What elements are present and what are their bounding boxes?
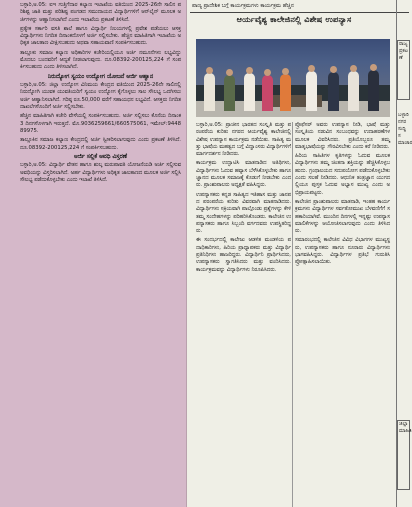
person-head (282, 68, 289, 75)
person-head (264, 69, 271, 76)
person-figure (328, 72, 339, 111)
article-body (196, 122, 390, 507)
left-paragraph: ಪ್ರತ್ಯೇಕ ಸರ್ಕಾರಿ ವಸತಿ ಶಾಲೆ ಹಾಗೂ ವಿದ್ಯಾರ್ಥಿ ನಿಲಯಗಳಲ್ಲಿ ಪ್ರವೇಶ ಪಡೆಯಲು ಆಸಕ್ತ ವಿದ್ಯಾರ್ಥಿಗಳು ನಿಗದಿತ ದಿನಾಂಕದೊಳಗೆ ಅರ್ಜಿ ಸಲ್ಲಿಸಬೇಕು. ಹೆಚ್ಚಿನ ಮಾಹಿತಿಗಾಗಿ ಇಲಾಖೆಯ ಅಧಿಕೃತ ಜಾಲತಾಣ ವೀಕ್ಷಿಸಬಹುದು ಅಥವಾ ಸಹಾಯವಾಣಿ ಸಂಪರ್ಕಿಸಬಹುದು. (20, 25, 181, 47)
left-paragraph: ಹೆಚ್ಚಿನ ಮಾಹಿತಿಗಾಗಿ ಕಚೇರಿ ವೇಳೆಯಲ್ಲಿ ಸಂಪರ್ಕಿಸಬಹುದು. ಅರ್ಜಿ ಸಲ್ಲಿಸಲು ಕೊನೆಯ ದಿನಾಂಕ 3 ದಿನಗಳೊಳಗಾಗಿ ಇರುತ್ತದೆ. ಮೊ.9036259661/660575061, ಇಮೇಲ್:944889975. (20, 113, 181, 134)
right-news-section (190, 0, 412, 507)
person-figure (244, 73, 255, 111)
article-column (196, 122, 291, 507)
left-subheading: ನಿರುದ್ಯೋಗ ಸ್ವಯಂ ಉದ್ಯೋಗ ಯೋಜನೆ ಅರ್ಜಿ ಆಹ್ವಾನ (47, 73, 154, 80)
person-figure (204, 73, 215, 111)
article-paragraph: ಕಾರ್ಯಕ್ರಮ ಉದ್ಘಾಟಿಸಿ ಮಾತನಾಡಿದ ಅತಿಥಿಗಳು, ವಿದ್ಯಾರ್ಥಿಗಳು ಓದುವ ಹವ್ಯಾಸ ಬೆಳೆಸಿಕೊಳ್ಳಬೇಕು ಹಾಗೂ ಜ್ಞಾನದ ಮೂಲಕ ಸಮಾಜಕ್ಕೆ ಕೊಡುಗೆ ನೀಡಬೇಕು ಎಂದರು. ಪ್ರಾಂಶುಪಾಲರು ಅಧ್ಯಕ್ಷತೆ ವಹಿಸಿದ್ದರು. (196, 160, 291, 189)
person-head (206, 67, 213, 74)
event-photo (196, 39, 390, 117)
person-head (330, 66, 337, 73)
person-head (246, 67, 253, 74)
left-news-column (0, 0, 187, 507)
article-paragraph: ಬಳ್ಳಾರಿ,ಅ.05: ಪ್ರಾಚೀನ ಭಾರತದ ಸಂಸ್ಕೃತಿ ಮತ್ತು ಪರಂಪರೆಯ ಕುರಿತು ನಗರದ ಆರ್ಯವೈಶ್ಯ ಕಾಲೇಜಿನಲ್ಲಿ ವಿಶೇಷ ಉಪನ್ಯಾಸ ಕಾರ್ಯಕ್ರಮ ನಡೆಯಿತು. ಸಾಹಿತ್ಯ ಮತ್ತು ಭಾಷೆಯ ಮಹತ್ವದ ಬಗ್ಗೆ ವಿದ್ವಾಂಸರು ವಿದ್ಯಾರ್ಥಿಗಳಿಗೆ ಮಾರ್ಗದರ್ಶನ ನೀಡಿದರು. (196, 122, 291, 158)
article-paragraph: ಪ್ರೊಫೆಸರ್ ಅವರು ಉಪನ್ಯಾಸ ನೀಡಿ, ಭಾಷೆ ಮತ್ತು ಸಂಸ್ಕೃತಿಯ ನಡುವಿನ ಸಂಬಂಧವನ್ನು ಉದಾಹರಣೆಗಳ ಮೂಲಕ ವಿವರಿಸಿದರು. ಪ್ರತಿಯೊಬ್ಬರೂ ತಮ್ಮ ಮಾತೃಭಾಷೆಯನ್ನು ಗೌರವಿಸಬೇಕು ಎಂದು ಕರೆ ನೀಡಿದರು. (295, 122, 390, 150)
article-paragraph: ಸಮಾರಂಭದಲ್ಲಿ ಕಾಲೇಜಿನ ವಿವಿಧ ವಿಭಾಗಗಳ ಮುಖ್ಯಸ್ಥರು, ಉಪನ್ಯಾಸಕರು ಹಾಗೂ ನೂರಾರು ವಿದ್ಯಾರ್ಥಿಗಳು ಭಾಗವಹಿಸಿದ್ದರು. ವಿದ್ಯಾರ್ಥಿಗಳ ಪ್ರತಿಭೆ ಗುರುತಿಸಿ ಪ್ರೋತ್ಸಾಹಿಸಲಾಯಿತು. (295, 237, 390, 266)
edge-box (397, 40, 410, 100)
person-figure (280, 74, 291, 111)
person-figure (262, 75, 273, 111)
edge-text: ಬಳ್ಳಾರಿ ನಗರ ಸುದ್ದಿ ಸಮಾಚಾರ (398, 112, 412, 146)
left-paragraph: ಬಳ್ಳಾರಿ,ಅ.05: ಜಿಲ್ಲಾ ಉದ್ಯೋಗ ವಿನಿಮಯ ಕೇಂದ್ರದ ವತಿಯಿಂದ 2025-26ನೇ ಸಾಲಿನಲ್ಲಿ ನಿರುದ್ಯೋಗಿ ಯುವಕ ಯುವತಿಯರಿಗೆ ಸ್ವಯಂ ಉದ್ಯೋಗ ಕೈಗೊಳ್ಳಲು ಸಾಲ ಸೌಲಭ್ಯ ಒದಗಿಸಲು ಅರ್ಜಿ ಆಹ್ವಾನಿಸಲಾಗಿದೆ. ಗರಿಷ್ಠ ರೂ.50,000 ವರೆಗೆ ಸಹಾಯಧನ ಲಭ್ಯವಿದೆ. ಆಸಕ್ತರು ನಿಗದಿತ ದಾಖಲೆಗಳೊಂದಿಗೆ ಅರ್ಜಿ ಸಲ್ಲಿಸಬೇಕು. (20, 82, 181, 111)
left-paragraph: ಬಳ್ಳಾರಿ,ಅ.05: ಐಇ ಗುತ್ತಿಗೆದಾರ ಕಲ್ಯಾಣ ಇಲಾಖೆಯ ವತಿಯಿಂದ 2025-26ನೇ ಸಾಲಿನ ಪರಿಶಿಷ್ಟ ಜಾತಿ ಮತ್ತು ಪರಿಶಿಷ್ಟ ಪಂಗಡದ ಸಮುದಾಯದ ವಿದ್ಯಾರ್ಥಿಗಳಿಗೆ ಆನ್‌ಲೈನ್ ಮೂಲಕ ಅರ್ಜಿಗಳನ್ನು ಆಹ್ವಾನಿಸಲಾಗಿದೆ ಎಂದು ಇಲಾಖೆಯ ಪ್ರಕಟಣೆ ತಿಳಿಸಿದೆ. (20, 2, 181, 23)
left-paragraph: ತಾಲ್ಲೂಕಿನ ಸಮಾಜ ಕಲ್ಯಾಣ ಕೇಂದ್ರದಲ್ಲಿ ಅರ್ಜಿ ಸ್ವೀಕರಿಸಲಾಗುವುದು ಎಂದು ಪ್ರಕಟಣೆ ತಿಳಿಸಿದೆ. ದೂ.08392-200125,224 ಗೆ ಸಂಪರ್ಕಿಸಬಹುದು. (20, 137, 181, 151)
person-figure (306, 71, 317, 111)
person-figure (348, 71, 359, 111)
person-head (308, 65, 315, 72)
person-head (226, 69, 233, 76)
person-head (370, 64, 377, 71)
person-figure (224, 75, 235, 111)
edge-box (397, 420, 410, 490)
left-subheading: ಅರ್ಜಿ ಸಲ್ಲಿಕೆ ಅವಧಿ ವಿಸ್ತರಣೆ (74, 153, 127, 160)
adjacent-column-edge (396, 0, 410, 507)
article-paragraph: ಉಪನ್ಯಾಸಕರು ಕನ್ನಡ ಸಾಹಿತ್ಯದ ಇತಿಹಾಸ ಮತ್ತು ಜಾನಪದ ಪರಂಪರೆಯ ಕುರಿತು ವಿವರವಾಗಿ ಮಾತನಾಡಿದರು. ವಿದ್ಯಾರ್ಥಿಗಳು ಸಕ್ರಿಯವಾಗಿ ಪಾಲ್ಗೊಂಡು ಪ್ರಶ್ನೆಗಳನ್ನು ಕೇಳಿ ತಮ್ಮ ಸಂದೇಹಗಳನ್ನು ಪರಿಹರಿಸಿಕೊಂಡರು. ಕಾಲೇಜಿನ ಉಪನ್ಯಾಸಕರು ಹಾಗೂ ಸಿಬ್ಬಂದಿ ವರ್ಗದವರು ಉಪಸ್ಥಿತರಿದ್ದರು. (196, 191, 291, 235)
left-paragraph: ಬಳ್ಳಾರಿ,ಅ.05: ವಿದ್ಯಾರ್ಥಿ ವೇತನ ಹಾಗೂ ಶುಲ್ಕ ಮರುಪಾವತಿ ಯೋಜನೆಯಡಿ ಅರ್ಜಿ ಸಲ್ಲಿಸುವ ಅವಧಿಯನ್ನು ವಿಸ್ತರಿಸಲಾಗಿದೆ. ಅರ್ಹ ವಿದ್ಯಾರ್ಥಿಗಳು ಅಧಿಕೃತ ಜಾಲತಾಣದ ಮೂಲಕ ಅರ್ಜಿ ಸಲ್ಲಿಸಿ ಸೌಲಭ್ಯ ಪಡೆದುಕೊಳ್ಳಬೇಕು ಎಂದು ಇಲಾಖೆ ತಿಳಿಸಿದೆ. (20, 162, 181, 183)
article-paragraph: ಈ ಸಂದರ್ಭದಲ್ಲಿ ಕಾಲೇಜು ಆಡಳಿತ ಮಂಡಳಿಯ ಪದಾಧಿಕಾರಿಗಳು, ಹಿರಿಯ ಪ್ರಾಧ್ಯಾಪಕರು ಮತ್ತು ವಿದ್ಯಾರ್ಥಿ ಪ್ರತಿನಿಧಿಗಳು ಹಾಜರಿದ್ದರು. ವಿದ್ಯಾರ್ಥಿನಿ ಪ್ರಾರ್ಥಿಸಿದರು, ಉಪನ್ಯಾಸಕರು ಸ್ವಾಗತಿಸಿದರು ಮತ್ತು ವಂದಿಸಿದರು. ಕಾರ್ಯಕ್ರಮವನ್ನು ವಿದ್ಯಾರ್ಥಿಗಳು ನಿರೂಪಿಸಿದರು. (196, 237, 291, 273)
person-head (350, 65, 357, 72)
left-paragraph: ತಾಲ್ಲೂಕು ಸಮಾಜ ಕಲ್ಯಾಣ ಅಧಿಕಾರಿಗಳ ಕಚೇರಿಯಲ್ಲಿಯೂ ಅರ್ಜಿ ನಮೂನೆಗಳು ಲಭ್ಯವಿದ್ದು ಮೊದಲು ಬಂದವರಿಗೆ ಆದ್ಯತೆ ನೀಡಲಾಗುವುದು. ದೂ.08392-200125,224 ಗೆ ಸಂಪರ್ಕಿಸಬಹುದು ಎಂದು ತಿಳಿಸಲಾಗಿದೆ. (20, 49, 181, 71)
article-headline: ಆರ್ಯವೈಶ್ಯ ಕಾಲೇಜಿನಲ್ಲಿ ವಿಶೇಷ ಉಪನ್ಯಾಸ (236, 15, 352, 24)
edge-text: ಜಿಲ್ಲಾ ಮಾಹಿತಿ (399, 421, 412, 434)
person-figure (368, 70, 379, 111)
edge-text: ರಾಜ್ಯ ಪ್ರಕಟಣೆ (399, 41, 408, 61)
divider (190, 12, 409, 13)
article-paragraph: ಹಿರಿಯ ಸಾಹಿತಿಗಳ ಕೃತಿಗಳನ್ನು ಓದುವ ಮೂಲಕ ವಿದ್ಯಾರ್ಥಿಗಳು ತಮ್ಮ ಚಿಂತನಾ ಶಕ್ತಿಯನ್ನು ಹೆಚ್ಚಿಸಿಕೊಳ್ಳಬಹುದು. ಗ್ರಂಥಾಲಯದ ಸದುಪಯೋಗ ಪಡೆದುಕೊಳ್ಳಬೇಕು ಎಂದು ಸಲಹೆ ನೀಡಿದರು. ಆಧುನಿಕ ತಂತ್ರಜ್ಞಾನ ಯುಗದಲ್ಲಿಯೂ ಪುಸ್ತಕ ಓದುವ ಅಭ್ಯಾಸ ಮುಖ್ಯ ಎಂದು ಅಭಿಪ್ರಾಯಪಟ್ಟರು. (295, 153, 390, 196)
article-column (295, 122, 390, 507)
column-divider (292, 122, 293, 507)
top-strip: ಪಾಣ್ಯ ಪ್ರಾದೇಶಿಕ ಬಗ್ಗೆ ಕಾರ್ಯಕ್ರಮಗಳು ಕಾರ್ಯಕ್ರಮ ಹೆಚ್ಚಿನ (192, 3, 294, 9)
article-paragraph: ಕಾಲೇಜಿನ ಪ್ರಾಂಶುಪಾಲರು ಮಾತನಾಡಿ, ಇಂತಹ ಕಾರ್ಯಕ್ರಮಗಳು ವಿದ್ಯಾರ್ಥಿಗಳ ಸರ್ವತೋಮುಖ ಬೆಳವಣಿಗೆಗೆ ಸಹಕಾರಿಯಾಗಿವೆ. ಮುಂದಿನ ದಿನಗಳಲ್ಲಿ ಇನ್ನಷ್ಟು ಉಪನ್ಯಾಸ ಮಾಲಿಕೆಗಳನ್ನು ಆಯೋಜಿಸಲಾಗುವುದು ಎಂದು ತಿಳಿಸಿದರು. (295, 198, 390, 235)
